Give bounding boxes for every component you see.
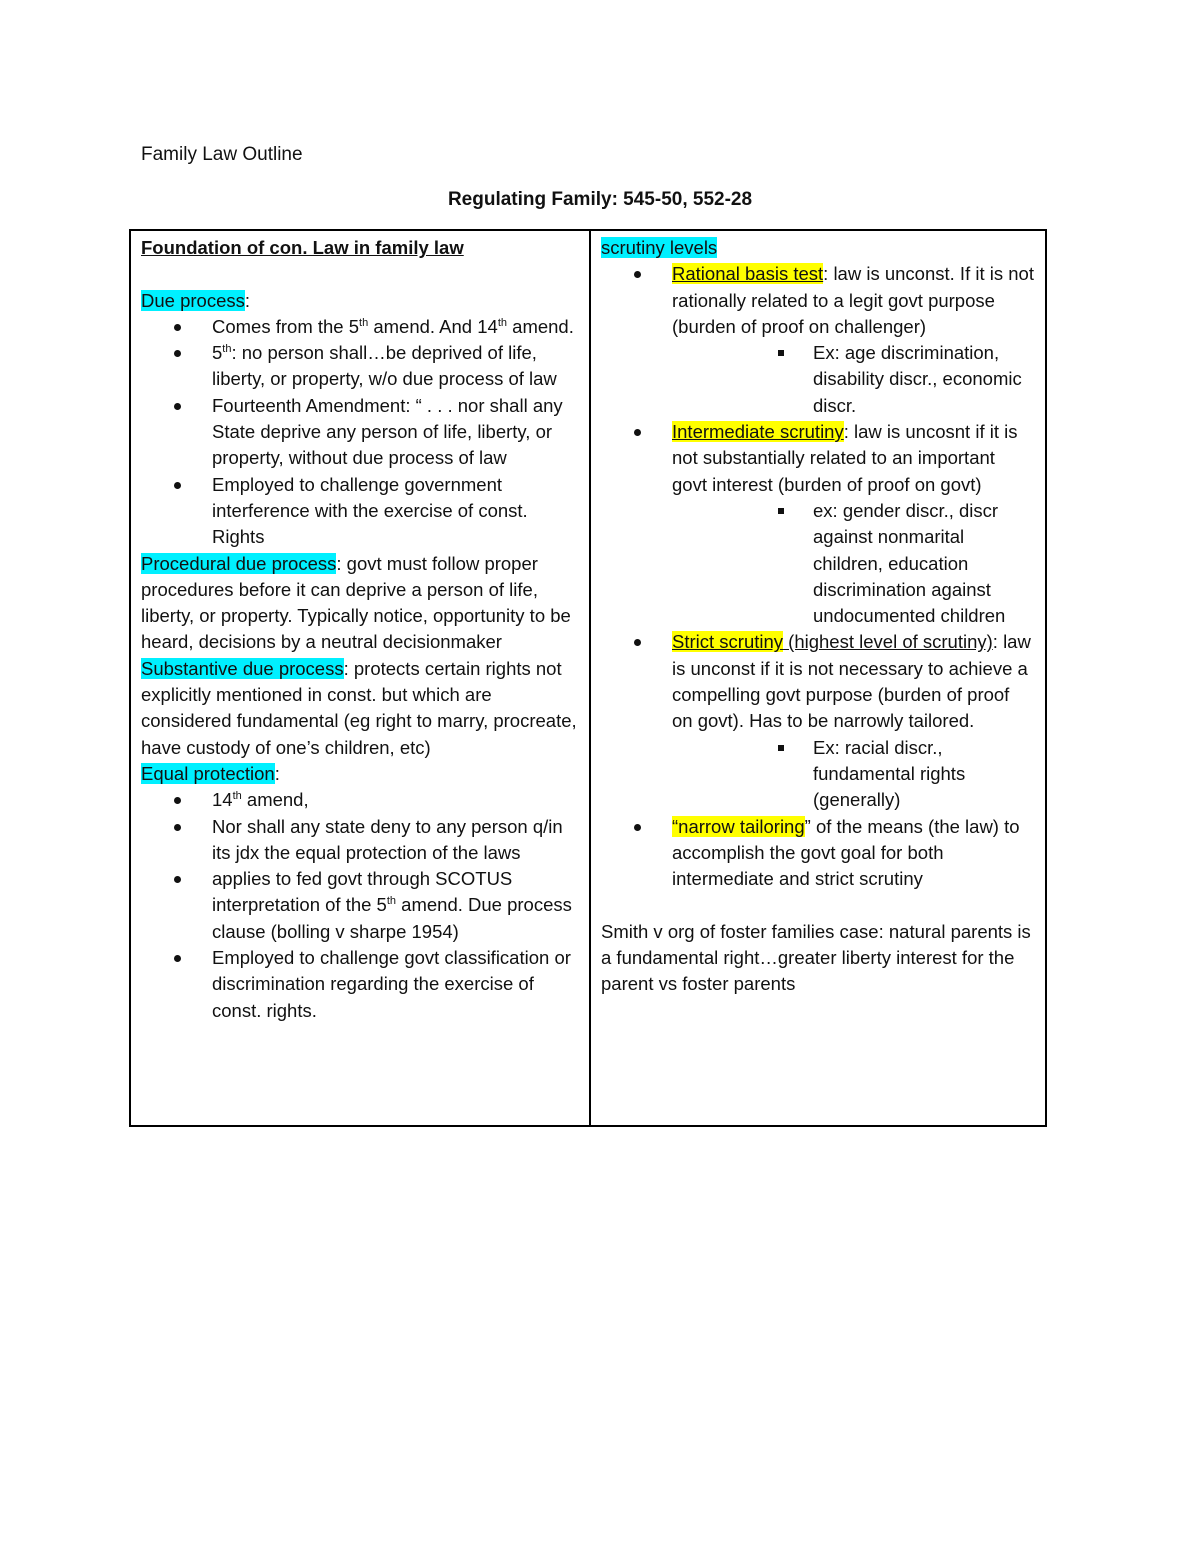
outline-table (129, 229, 1047, 1127)
document-title: Family Law Outline (141, 144, 303, 165)
rational-basis-label: Rational basis test (672, 263, 824, 285)
list-item: Employed to challenge government interference with the exercise of const. Rights (141, 472, 579, 551)
list-item: 5th: no person shall…be deprived of life, liberty, or property, w/o due process of law (141, 340, 579, 393)
right-cell (591, 231, 1045, 1125)
left-cell (131, 231, 591, 1125)
list-item: “narrow tailoring” of the means (the law) to accomplish the govt goal for both intermediate and strict scrutiny (601, 814, 1035, 893)
rational-examples (601, 340, 1035, 419)
list-item: ex: gender discr., discr against nonmarital children, education discrimination against undocumented children (601, 498, 1035, 629)
equal-protection-list (141, 787, 579, 1024)
list-item: 14th amend, (141, 787, 579, 813)
smith-case-paragraph: Smith v org of foster families case: natural parents is a fundamental right…greater liberty interest for the parent vs foster parents (601, 920, 1031, 995)
list-item: Strict scrutiny (highest level of scrutiny): law is unconst if it is not necessary to achieve a compelling govt purpose (burden of proof on govt). Has to be narrowly tailored. (601, 629, 1035, 734)
equal-protection-heading: Equal protection: (141, 762, 280, 784)
list-item: Ex: racial discr., fundamental rights (generally) (601, 735, 1035, 814)
list-item: Comes from the 5th amend. And 14th amend. (141, 314, 579, 340)
list-item: Fourteenth Amendment: “ . . . nor shall any State deprive any person of life, liberty, or property, without due process of law (141, 393, 579, 472)
right-heading: scrutiny levels (601, 237, 718, 258)
list-item: Intermediate scrutiny: law is uncosnt if it is not substantially related to an important govt interest (burden of proof on govt) (601, 419, 1035, 498)
procedural-paragraph: Procedural due process: govt must follow proper procedures before it can deprive a person of life, liberty, or property. Typically notice, opportunity to be heard, decisions by a neutral decisionmaker (141, 552, 571, 653)
intermediate-examples (601, 498, 1035, 629)
left-heading: Foundation of con. Law in family law (141, 237, 464, 258)
document-heading: Regulating Family: 545-50, 552-28 (447, 189, 753, 210)
list-item: applies to fed govt through SCOTUS interpretation of the 5th amend. Due process clause (bolling v sharpe 1954) (141, 866, 579, 945)
due-process-list (141, 314, 579, 551)
substantive-paragraph: Substantive due process: protects certain rights not explicitly mentioned in const. but which are considered fundamental (eg right to marry, procreate, have custody of one’s children, etc) (141, 657, 577, 758)
list-item: Employed to challenge govt classification or discrimination regarding the exercise of const. rights. (141, 945, 579, 1024)
due-process-label: Due process (141, 289, 245, 311)
due-process-heading: Due process: (141, 289, 250, 311)
list-item: Rational basis test: law is unconst. If it is not rationally related to a legit govt purpose (burden of proof on challenger) (601, 261, 1035, 340)
substantive-label: Substantive due process (141, 657, 344, 679)
procedural-label: Procedural due process (141, 552, 337, 574)
intermediate-scrutiny-label: Intermediate scrutiny (672, 421, 844, 443)
scrutiny-list (601, 261, 1035, 340)
equal-protection-label: Equal protection (141, 762, 275, 784)
strict-examples (601, 735, 1035, 814)
strict-scrutiny-label: Strict scrutiny (672, 631, 784, 653)
narrow-tailoring-label: “narrow tailoring (672, 815, 805, 837)
list-item: Ex: age discrimination, disability discr., economic discr. (601, 340, 1035, 419)
list-item: Nor shall any state deny to any person q/in its jdx the equal protection of the laws (141, 814, 579, 867)
